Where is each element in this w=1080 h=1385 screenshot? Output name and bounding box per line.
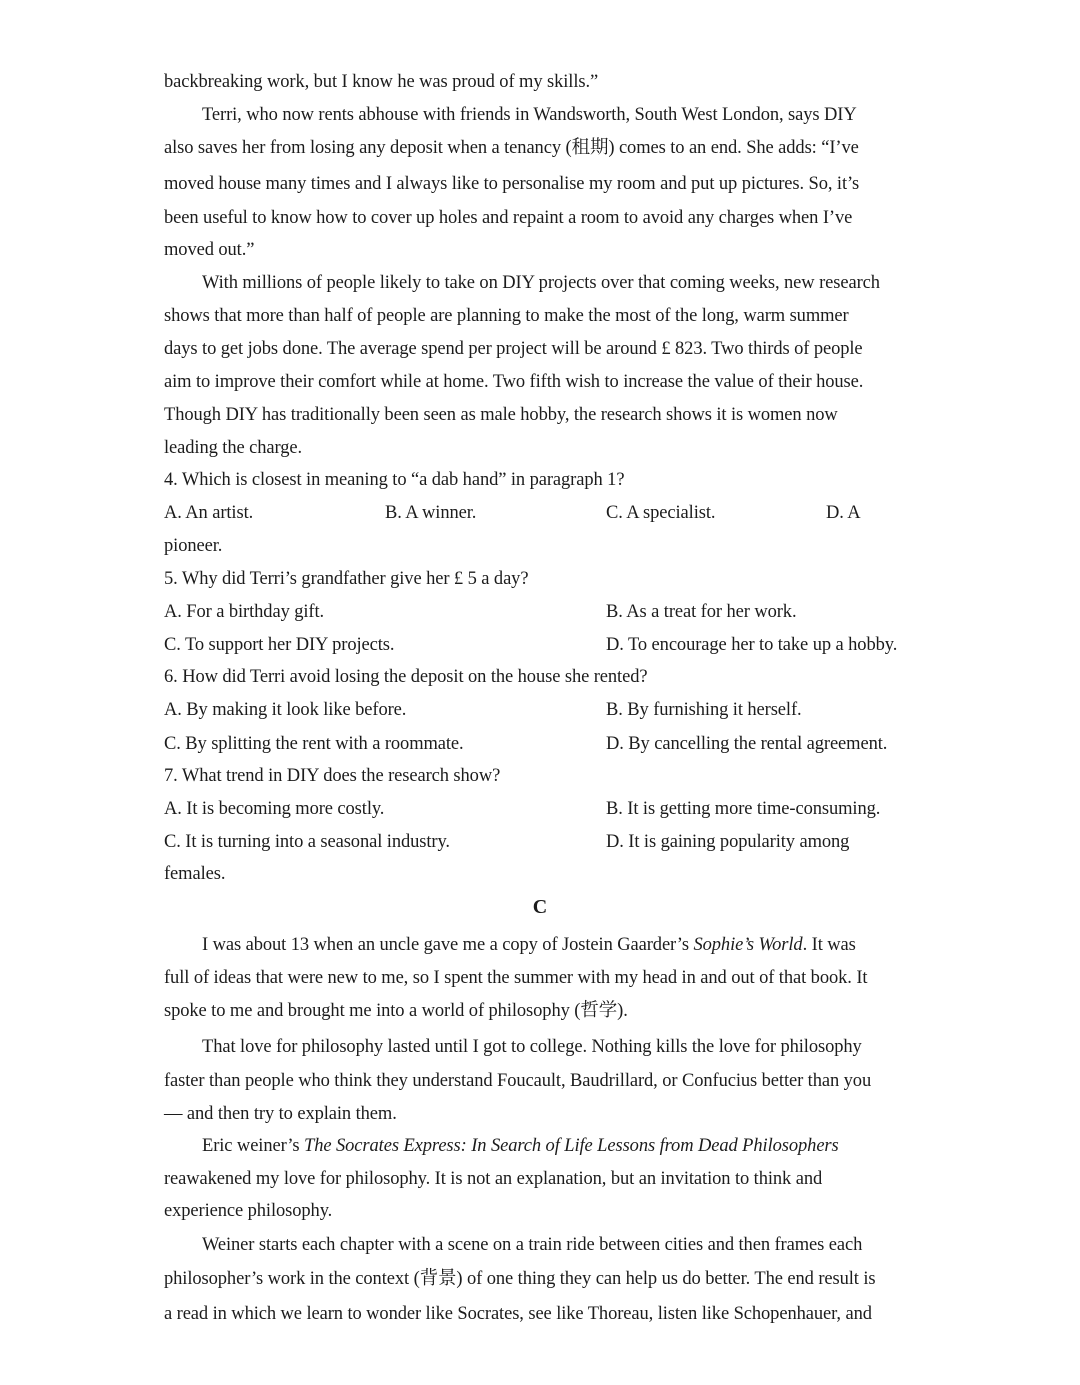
question-6-option-d: D. By cancelling the rental agreement. [606,734,888,754]
passage-line [202,933,856,957]
passage-line: days to get jobs done. The average spend per project will be around £ 823. Two thirds of people [164,339,863,359]
section-heading: C [532,896,548,918]
question-4-option-a: A. An artist. [164,503,254,523]
passage-line: shows that more than half of people are planning to make the most of the long, warm summer [164,306,849,326]
text-run: . It was [802,935,856,955]
question-7-option-b: B. It is getting more time-consuming. [606,799,881,819]
question-4-option-d: D. A [826,503,861,523]
question-5-option-a: A. For a birthday gift. [164,602,325,622]
passage-line: full of ideas that were new to me, so I spent the summer with my head in and out of that book. It [164,968,868,988]
passage-line: aim to improve their comfort while at home. Two fifth wish to increase the value of their house. [164,372,864,392]
question-5-option-b: B. As a treat for her work. [606,602,797,622]
book-title: The Socrates Express: In Search of Life Lessons from Dead Philosophers [304,1136,839,1156]
passage-line: spoke to me and brought me into a world of philosophy (哲学). [164,1001,628,1021]
passage-line: Weiner starts each chapter with a scene on a train ride between cities and then frames each [202,1235,863,1255]
question-4-option-d-wrap: pioneer. [164,536,223,556]
book-title: Sophie’s World [693,935,803,955]
question-6-option-c: C. By splitting the rent with a roommate. [164,734,464,754]
question-7-option-d-wrap: females. [164,864,226,884]
passage-line: moved out.” [164,240,255,260]
passage-line: — and then try to explain them. [164,1104,397,1124]
passage-line [202,1134,839,1158]
passage-line: been useful to know how to cover up holes and repaint a room to avoid any charges when I’ve [164,208,853,228]
text-run: Eric weiner’s [202,1136,305,1156]
passage-line: reawakened my love for philosophy. It is not an explanation, but an invitation to think and [164,1169,823,1189]
passage-line: experience philosophy. [164,1201,333,1221]
passage-line: philosopher’s work in the context (背景) of one thing they can help us do better. The end result is [164,1269,876,1289]
question-5-stem: 5. Why did Terri’s grandfather give her £ 5 a day? [164,569,529,589]
question-6-option-b: B. By furnishing it herself. [606,700,802,720]
question-5-option-d: D. To encourage her to take up a hobby. [606,635,898,655]
passage-line: leading the charge. [164,438,302,458]
question-4-option-c: C. A specialist. [606,503,716,523]
passage-line: That love for philosophy lasted until I got to college. Nothing kills the love for philosophy [202,1037,862,1057]
text-run: I was about 13 when an uncle gave me a copy of Jostein Gaarder’s [202,935,694,955]
question-7-option-a: A. It is becoming more costly. [164,799,385,819]
passage-line: also saves her from losing any deposit when a tenancy (租期) comes to an end. She adds: “I’ve [164,138,859,158]
passage-line: faster than people who think they understand Foucault, Baudrillard, or Confucius better than you [164,1071,872,1091]
question-5-option-c: C. To support her DIY projects. [164,635,395,655]
question-6-option-a: A. By making it look like before. [164,700,407,720]
question-7-stem: 7. What trend in DIY does the research show? [164,766,501,786]
question-6-stem: 6. How did Terri avoid losing the deposit on the house she rented? [164,667,648,687]
question-4-stem: 4. Which is closest in meaning to “a dab hand” in paragraph 1? [164,470,625,490]
passage-line: a read in which we learn to wonder like Socrates, see like Thoreau, listen like Schopenhauer, and [164,1304,872,1324]
passage-line: Though DIY has traditionally been seen as male hobby, the research shows it is women now [164,405,838,425]
question-4-option-b: B. A winner. [385,503,477,523]
passage-line: With millions of people likely to take on DIY projects over that coming weeks, new research [202,273,880,293]
passage-line: backbreaking work, but I know he was proud of my skills.” [164,72,599,92]
passage-line: moved house many times and I always like to personalise my room and put up pictures. So, it’s [164,174,860,194]
question-7-option-d: D. It is gaining popularity among [606,832,850,852]
passage-line: Terri, who now rents abhouse with friends in Wandsworth, South West London, says DIY [202,105,857,125]
question-7-option-c: C. It is turning into a seasonal industry. [164,832,450,852]
